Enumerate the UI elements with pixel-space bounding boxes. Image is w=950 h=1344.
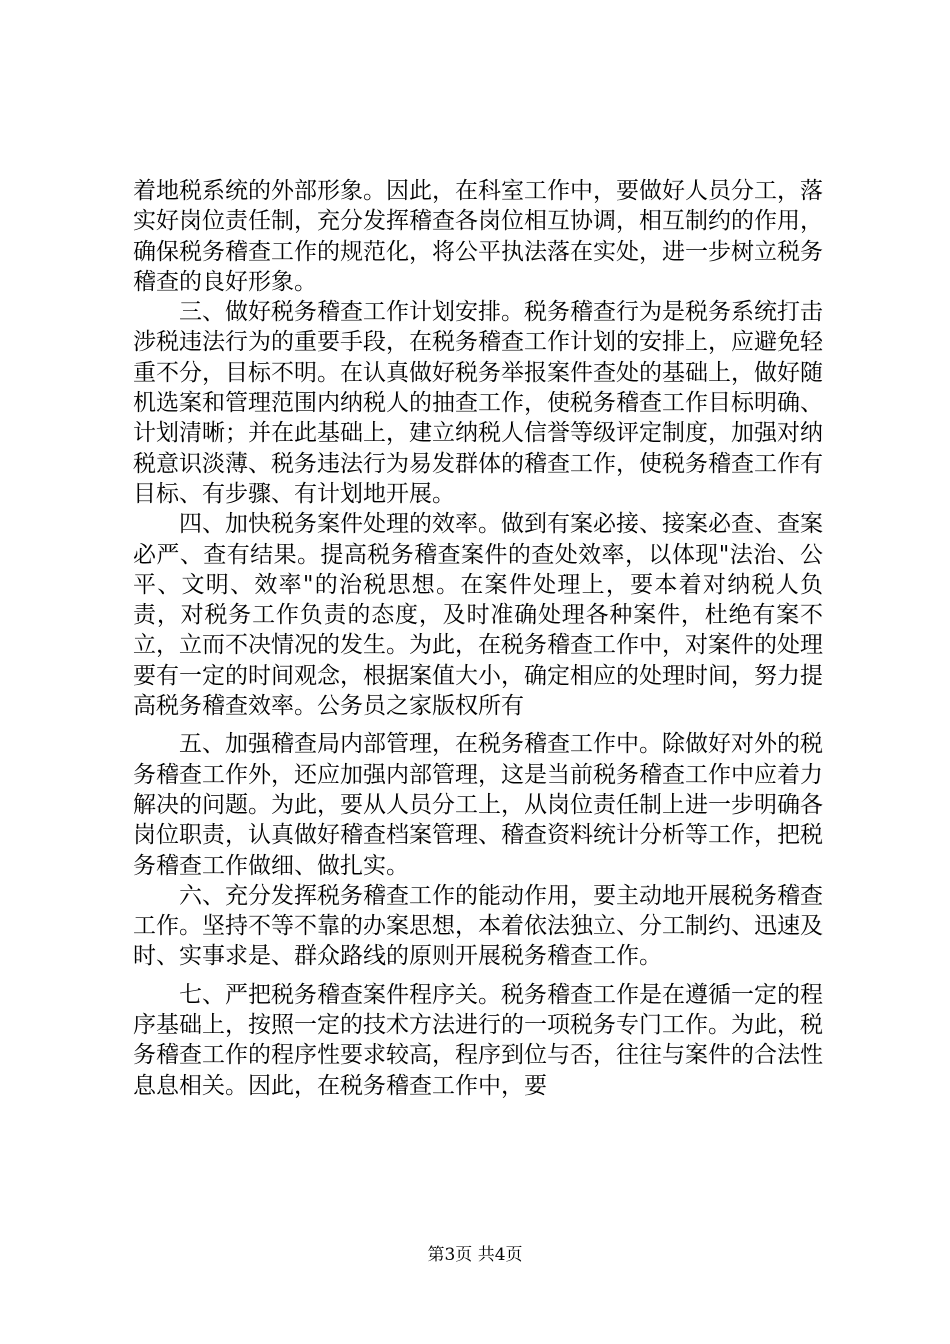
paragraph-section-3: 三、做好税务稽查工作计划安排。税务稽查行为是税务系统打击涉税违法行为的重要手段，在税务稽查工作计划的安排上，应避免轻重不分，目标不明。在认真做好税务举报案件查处的基础上，做好随机选案和管理范围内纳税人的抽查工作，使税务稽查工作目标明确、计划清晰；并在此基础上，建立纳税人信誉等级评定制度，加强对纳税意识淡薄、税务违法行为易发群体的稽查工作，使税务稽查工作有目标、有步骤、有计划地开展。: [133, 299, 823, 507]
document-body: [133, 176, 823, 1101]
paragraph-section-4: 四、加快税务案件处理的效率。做到有案必接、接案必查、查案必严、查有结果。提高税务稽查案件的查处效率，以体现"法治、公平、文明、效率"的治税思想。在案件处理上，要本着对纳税人负责，对税务工作负责的态度，及时准确处理各种案件，杜绝有案不立，立而不决情况的发生。为此，在税务稽查工作中，对案件的处理要有一定的时间观念，根据案值大小，确定相应的处理时间，努力提高税务稽查效率。公务员之家版权所有: [133, 511, 823, 720]
paragraph-section-7: 七、严把税务稽查案件程序关。税务稽查工作是在遵循一定的程序基础上，按照一定的技术方法进行的一项税务专门工作。为此，税务稽查工作的程序性要求较高，程序到位与否，往往与案件的合法性息息相关。因此，在税务稽查工作中，要: [133, 981, 823, 1099]
page-number-footer: 第3页 共4页: [427, 1245, 523, 1265]
paragraph-continuation: 着地税系统的外部形象。因此，在科室工作中，要做好人员分工，落实好岗位责任制，充分发挥稽查各岗位相互协调，相互制约的作用，确保税务稽查工作的规范化，将公平执法落在实处，进一步树立税务稽查的良好形象。: [133, 178, 823, 295]
paragraph-section-6: 六、充分发挥税务稽查工作的能动作用，要主动地开展税务稽查工作。坚持不等不靠的办案思想，本着依法独立、分工制约、迅速及时、实事求是、群众路线的原则开展税务稽查工作。: [133, 882, 823, 970]
paragraph-section-5: 五、加强稽查局内部管理，在税务稽查工作中。除做好对外的税务稽查工作外，还应加强内部管理，这是当前税务稽查工作中应着力解决的问题。为此，要从人员分工上，从岗位责任制上进一步明确各岗位职责，认真做好稽查档案管理、稽查资料统计分析等工作，把税务稽查工作做细、做扎实。: [133, 731, 823, 879]
